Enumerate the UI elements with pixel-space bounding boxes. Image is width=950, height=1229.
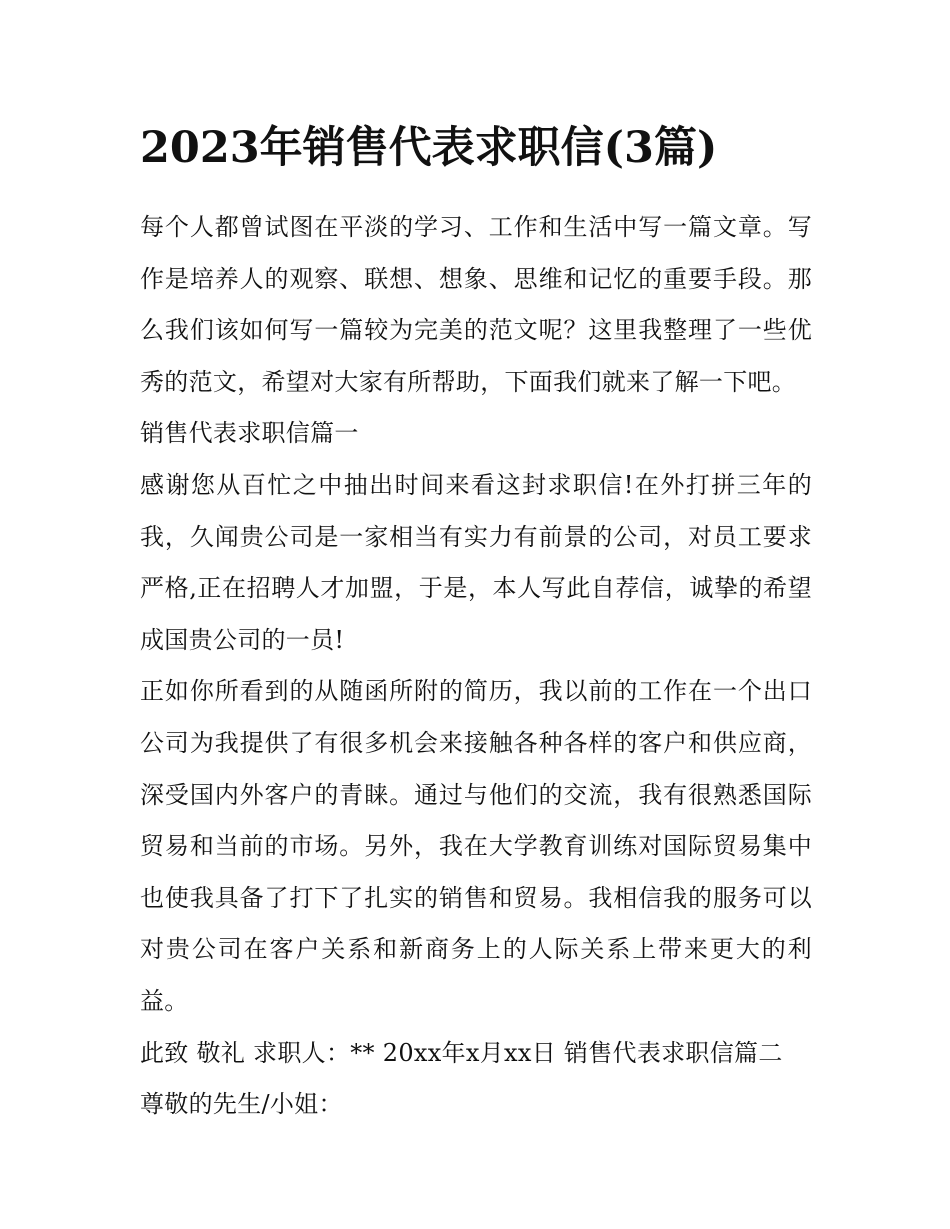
- letter-paragraph-2: 正如你所看到的从随函所附的简历，我以前的工作在一个出口公司为我提供了有很多机会来接触各种各样的客户和供应商，深受国内外客户的青睐。通过与他们的交流，我有很熟悉国际贸易和当前的市场。另外，我在大学教育训练对国际贸易集中也使我具备了打下了扎实的销售和贸易。我相信我的服务可以对贵公司在客户关系和新商务上的人际关系上带来更大的利益。: [140, 677, 812, 1015]
- document-page: [140, 118, 812, 1131]
- letter-paragraph-1: 感谢您从百忙之中抽出时间来看这封求职信!在外打拼三年的我，久闻贵公司是一家相当有实力有前景的公司，对员工要求严格,正在招聘人才加盟，于是，本人写此自荐信，诚挚的希望成国贵公司的一员!: [140, 470, 812, 654]
- document-body: [140, 202, 812, 1131]
- closing-line: 此致 敬礼 求职人：** 20xx年x月xx日 销售代表求职信篇二: [140, 1038, 783, 1067]
- salutation: 尊敬的先生/小姐：: [140, 1090, 343, 1119]
- section-heading-1: 销售代表求职信篇一: [140, 419, 359, 448]
- intro-paragraph: 每个人都曾试图在平淡的学习、工作和生活中写一篇文章。写作是培养人的观察、联想、想象、思维和记忆的重要手段。那么我们该如何写一篇较为完美的范文呢？这里我整理了一些优秀的范文，希望对大家有所帮助，下面我们就来了解一下吧。: [140, 213, 812, 396]
- document-title: 2023年销售代表求职信(3篇): [140, 123, 718, 173]
